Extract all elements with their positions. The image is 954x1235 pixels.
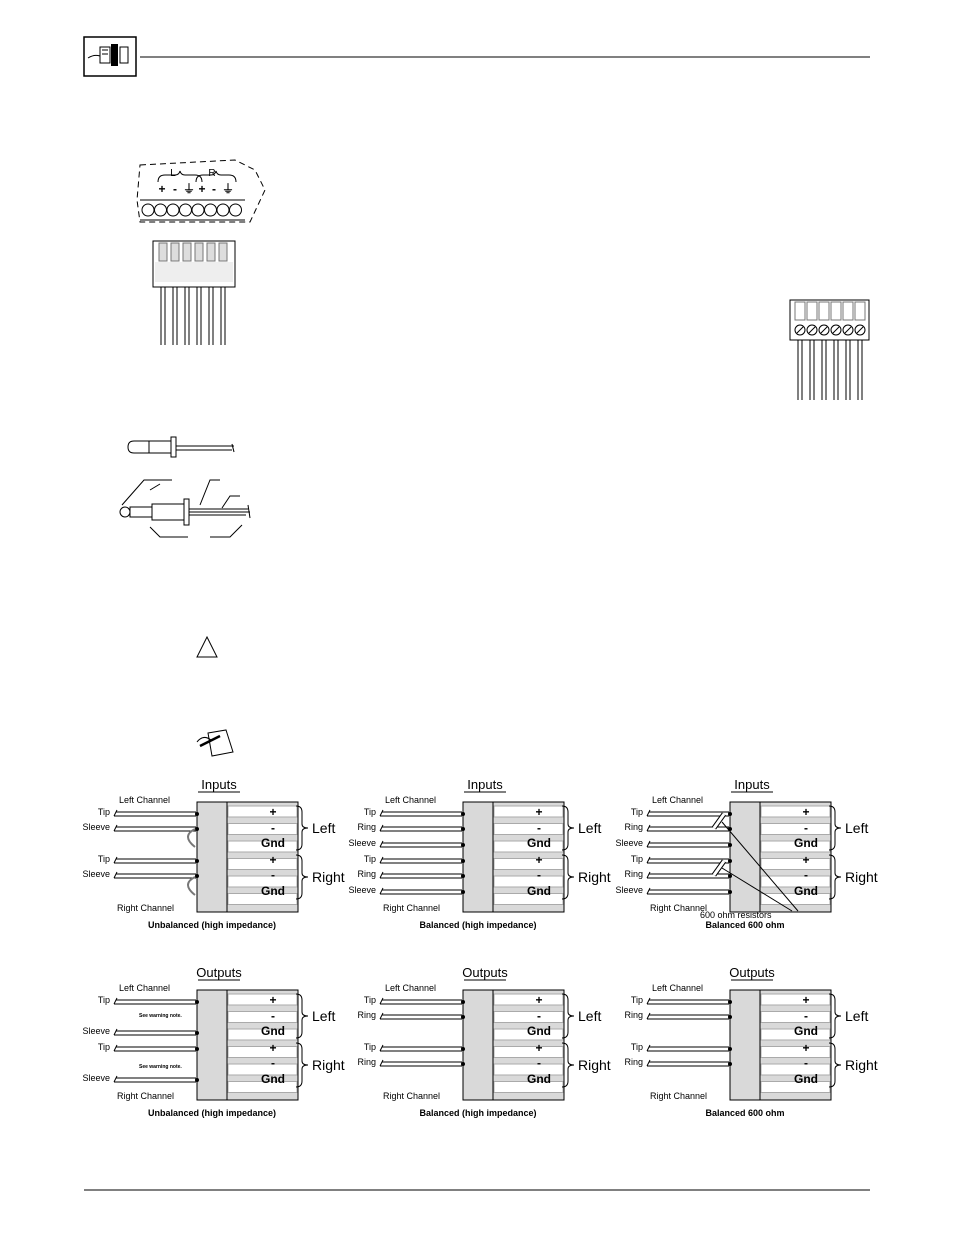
pin-label: Gnd: [527, 836, 551, 850]
right-channel-label: Right Channel: [117, 1091, 175, 1101]
wire-label: Sleeve: [348, 838, 376, 848]
pin-label: Gnd: [794, 836, 818, 850]
connector-fin: [228, 806, 297, 817]
wire-label: Ring: [624, 1010, 643, 1020]
channel-group-label: Right: [312, 1057, 345, 1073]
wire: [647, 1000, 729, 1004]
terminal-screw: [142, 204, 154, 216]
wire: [114, 812, 196, 816]
wire: [114, 827, 196, 831]
wire-label: Tip: [630, 995, 643, 1005]
wire: [114, 1000, 196, 1004]
wire: [647, 890, 729, 894]
header-fin: [183, 243, 191, 261]
wire: [114, 1078, 196, 1082]
warning-triangle-icon: [197, 637, 217, 657]
channel-group-label: Right: [578, 869, 611, 885]
connector-logo-icon: [84, 37, 136, 76]
wire-label: Tip: [97, 995, 110, 1005]
pin-label: Gnd: [261, 884, 285, 898]
connector-fin: [228, 1012, 297, 1023]
wire-label: Tip: [363, 1042, 376, 1052]
left-channel-label: Left Channel: [652, 795, 704, 805]
connector-fin: [228, 824, 297, 835]
pin-label: -: [804, 1009, 808, 1023]
pin-label: +: [269, 853, 277, 867]
wire-label: Sleeve: [82, 822, 110, 832]
channel-group-label: Right: [845, 1057, 878, 1073]
pin-label: Gnd: [527, 1072, 551, 1086]
pin-label: -: [804, 821, 808, 835]
wire-label: Ring: [357, 822, 376, 832]
wire-label: Ring: [357, 1057, 376, 1067]
panel-title: Outputs: [462, 965, 508, 980]
channel-group-label: Left: [578, 820, 602, 836]
wire-label: Ring: [357, 869, 376, 879]
wire: [380, 1062, 462, 1066]
terminal-left-label: L: [170, 168, 176, 179]
panel-title: Outputs: [196, 965, 242, 980]
connector-fin: [494, 824, 563, 835]
right-channel-label: Right Channel: [650, 1091, 708, 1101]
wiring-panel-out-unbal: [82, 965, 344, 1118]
channel-group-label: Right: [578, 1057, 611, 1073]
channel-group-label: Left: [845, 1008, 869, 1024]
connector-fin: [494, 994, 563, 1005]
terminal-screw: [180, 204, 192, 216]
pin-label: -: [804, 868, 808, 882]
left-channel-label: Left Channel: [385, 795, 437, 805]
terminal-screw: [167, 204, 179, 216]
right-channel-label: Right Channel: [383, 903, 441, 913]
connector-fin: [761, 859, 830, 870]
resistor-note: 600 ohm resistors: [700, 910, 772, 920]
wire-label: Sleeve: [82, 869, 110, 879]
wire-label: Sleeve: [82, 1073, 110, 1083]
left-channel-label: Left Channel: [119, 983, 171, 993]
pin-label: Gnd: [794, 1024, 818, 1038]
pin-label: +: [802, 1041, 810, 1055]
connector-fin: [494, 1047, 563, 1058]
pin-label: -: [271, 821, 275, 835]
wiring-panel-out-bal: [357, 965, 610, 1118]
channel-group-label: Right: [312, 869, 345, 885]
wire-label: Tip: [630, 1042, 643, 1052]
wire: [647, 1062, 729, 1066]
connector-header-left: [153, 241, 235, 345]
pin-label: Gnd: [794, 1072, 818, 1086]
pin-label: Gnd: [261, 836, 285, 850]
panel-title: Inputs: [734, 777, 770, 792]
wire: [380, 859, 462, 863]
header-fin: [207, 243, 215, 261]
connector-fin: [761, 806, 830, 817]
wire: [380, 890, 462, 894]
screw-terminal-right: [790, 300, 869, 400]
panel-title: Inputs: [201, 777, 237, 792]
warning-note: See warning note.: [139, 1013, 182, 1019]
pin-label: -: [271, 1056, 275, 1070]
terminal-polarity: ⏚: [182, 182, 196, 196]
warning-note: See warning note.: [139, 1064, 182, 1070]
pin-label: +: [535, 993, 543, 1007]
pin-label: +: [535, 853, 543, 867]
connector-fin: [228, 1047, 297, 1058]
pin-label: +: [269, 993, 277, 1007]
terminal-screw: [192, 204, 204, 216]
left-channel-label: Left Channel: [119, 795, 171, 805]
header-fin: [171, 243, 179, 261]
terminal-screw: [205, 204, 217, 216]
wire-label: Tip: [630, 854, 643, 864]
terminal-polarity: -: [173, 182, 177, 196]
panel-title: Outputs: [729, 965, 775, 980]
channel-group-label: Left: [312, 1008, 336, 1024]
pin-label: +: [269, 805, 277, 819]
pin-label: Gnd: [527, 1024, 551, 1038]
wire-label: Ring: [624, 1057, 643, 1067]
wire-label: Sleeve: [615, 885, 643, 895]
wire-label: Tip: [630, 807, 643, 817]
right-channel-label: Right Channel: [117, 903, 175, 913]
connector-fin: [494, 806, 563, 817]
trs-plug-drawing: [120, 480, 250, 537]
wire-label: Sleeve: [348, 885, 376, 895]
pin-label: -: [271, 1009, 275, 1023]
left-channel-label: Left Channel: [652, 983, 704, 993]
wire: [380, 843, 462, 847]
wire-label: Ring: [624, 869, 643, 879]
connector-fin: [761, 824, 830, 835]
pin-label: +: [802, 993, 810, 1007]
wire: [114, 859, 196, 863]
pin-label: +: [535, 805, 543, 819]
wire-label: Tip: [363, 854, 376, 864]
wire: [114, 874, 196, 878]
wire-label: Ring: [357, 1010, 376, 1020]
wire-label: Ring: [624, 822, 643, 832]
wire-label: Sleeve: [615, 838, 643, 848]
wire: [114, 1047, 196, 1051]
pin-label: Gnd: [261, 1024, 285, 1038]
wire-label: Tip: [363, 995, 376, 1005]
panel-caption: Balanced 600 ohm: [705, 1108, 785, 1118]
wiring-panel-in-600: [615, 777, 877, 930]
panel-caption: Unbalanced (high impedance): [147, 920, 277, 930]
wire-label: Tip: [97, 1042, 110, 1052]
pin-label: -: [271, 868, 275, 882]
pin-label: +: [535, 1041, 543, 1055]
wire: [647, 1015, 729, 1019]
connector-fin: [761, 1047, 830, 1058]
pin-label: +: [269, 1041, 277, 1055]
left-channel-label: Left Channel: [385, 983, 437, 993]
pin-label: -: [537, 868, 541, 882]
rca-plug-drawing: [128, 437, 234, 457]
terminal-polarity: +: [198, 182, 206, 196]
wire: [380, 812, 462, 816]
wire-label: Sleeve: [82, 1026, 110, 1036]
wiring-panel-in-bal: [348, 777, 610, 930]
wire: [380, 827, 462, 831]
wire: [380, 874, 462, 878]
channel-group-label: Left: [845, 820, 869, 836]
wire: [647, 843, 729, 847]
connector-fin: [761, 1012, 830, 1023]
panel-caption: Unbalanced (high impedance): [147, 1108, 277, 1118]
wire: [647, 1047, 729, 1051]
wire-label: Tip: [97, 807, 110, 817]
wiring-panel-out-600: [624, 965, 877, 1118]
pin-label: -: [537, 1056, 541, 1070]
channel-group-label: Left: [312, 820, 336, 836]
wire: [380, 1000, 462, 1004]
pin-label: -: [804, 1056, 808, 1070]
pin-label: Gnd: [527, 884, 551, 898]
right-channel-label: Right Channel: [383, 1091, 441, 1101]
wire: [380, 1047, 462, 1051]
wire: [380, 1015, 462, 1019]
wire-label: Tip: [363, 807, 376, 817]
header-fin: [219, 243, 227, 261]
connector-fin: [494, 1012, 563, 1023]
wire: [647, 812, 729, 816]
panel-title: Inputs: [467, 777, 503, 792]
terminal-polarity: ⏚: [221, 182, 235, 196]
wire: [114, 1031, 196, 1035]
right-channel-label: Right Channel: [650, 903, 708, 913]
terminal-polarity: +: [158, 182, 166, 196]
terminal-right-label: R: [208, 168, 216, 179]
connector-fin: [761, 994, 830, 1005]
pin-label: +: [802, 853, 810, 867]
connector-fin: [228, 859, 297, 870]
terminal-screw: [217, 204, 229, 216]
channel-group-label: Left: [578, 1008, 602, 1024]
note-pencil-icon: [197, 730, 233, 756]
wire-label: Tip: [97, 854, 110, 864]
header-fin: [195, 243, 203, 261]
wiring-panel-in-unbal: [82, 777, 344, 930]
panel-caption: Balanced (high impedance): [419, 920, 537, 930]
pin-label: -: [537, 1009, 541, 1023]
terminal-screw: [230, 204, 242, 216]
wire: [647, 859, 729, 863]
channel-group-label: Right: [845, 869, 878, 885]
connector-fin: [494, 859, 563, 870]
terminal-screw: [155, 204, 167, 216]
pin-label: Gnd: [794, 884, 818, 898]
panel-caption: Balanced (high impedance): [419, 1108, 537, 1118]
pin-label: -: [537, 821, 541, 835]
pin-label: +: [802, 805, 810, 819]
connector-fin: [228, 994, 297, 1005]
panel-caption: Balanced 600 ohm: [705, 920, 785, 930]
header-fin: [159, 243, 167, 261]
terminal-polarity: -: [212, 182, 216, 196]
pin-label: Gnd: [261, 1072, 285, 1086]
